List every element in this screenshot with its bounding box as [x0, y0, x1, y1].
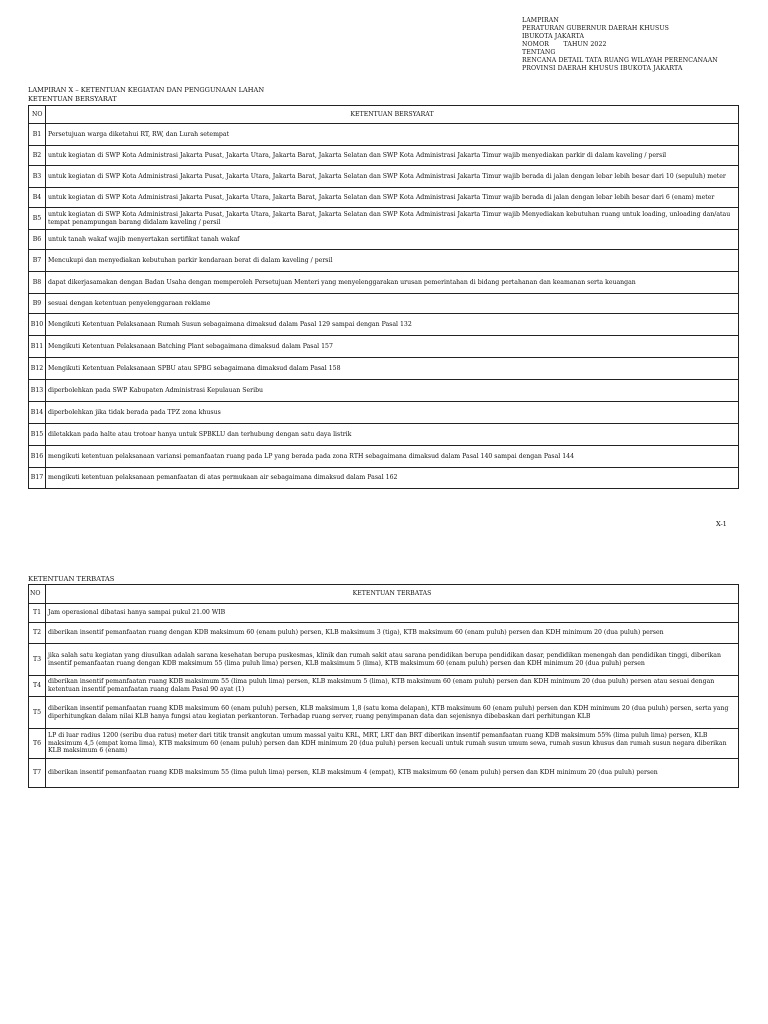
row-text: Mengikuti Ketentuan Pelaksanaan SPBU atau SPBG sebagaimana dimaksud dalam Pasal 158 — [46, 358, 739, 380]
row-number: B1 — [29, 124, 46, 146]
table-terbatas — [28, 584, 739, 788]
row-number: B10 — [29, 314, 46, 336]
row-number: B4 — [29, 188, 46, 208]
row-text: diberikan insentif pemanfaatan ruang KDB maksimum 60 (enam puluh) persen, KLB maksimum 1,8 (satu koma delapan), KTB maksimum 60 (enam puluh) persen dan KDH minimum 20 (dua puluh) persen, serta yang diperhitungkan dalam nilai KLB hanya fungsi atau kegiatan perkantoran. Terhadap ruang server, ruang penyimpanan data dan sejenisnya dibebaskan dari perhitungan KLB — [46, 697, 739, 729]
row-text: jika salah satu kegiatan yang diusulkan adalah sarana kesehatan berupa puskesmas, klinik dan rumah sakit atau sarana pendidikan berupa pendidikan dasar, pendidikan menengah dan pendidikan tinggi, diberikan insentif pemanfaatan ruang dengan KDB maksimum 55 (lima puluh lima) persen, KLB maksimum 5 (lima), KTB maksimum 60 (enam puluh) persen dan KDH minimum 20 (dua puluh) persen — [46, 644, 739, 676]
header-line: TENTANG — [522, 49, 556, 56]
row-number: B15 — [29, 424, 46, 446]
row-text: untuk kegiatan di SWP Kota Administrasi Jakarta Pusat, Jakarta Utara, Jakarta Barat, Jakarta Selatan dan SWP Kota Administrasi Jakarta Timur wajib berada di jalan dengan lebar lebih besar dari 6 (enam) meter — [46, 188, 739, 208]
row-text: diberikan insentif pemanfaatan ruang KDB maksimum 55 (lima puluh lima) persen, KLB maksimum 4 (empat), KTB maksimum 60 (enam puluh) persen dan KDH minimum 20 (dua puluh) persen — [46, 759, 739, 788]
page-number: X-1 — [716, 520, 727, 528]
row-text: diberikan insentif pemanfaatan ruang KDB maksimum 55 (lima puluh lima) persen, KLB maksimum 5 (lima), KTB maksimum 60 (enam puluh) persen dan KDH minimum 20 (dua puluh) persen atau sesuai dengan ketentuan insentif pemanfaatan ruang dalam Pasal 90 ayat (1) — [46, 676, 739, 697]
column-header-ketentuan: KETENTUAN TERBATAS — [46, 585, 739, 604]
table-row — [29, 697, 739, 729]
row-number: B9 — [29, 294, 46, 314]
table-row — [29, 208, 739, 230]
column-header-ketentuan: KETENTUAN BERSYARAT — [46, 106, 739, 124]
table-row — [29, 250, 739, 272]
table-row — [29, 446, 739, 468]
table-row — [29, 380, 739, 402]
row-number: T4 — [29, 676, 46, 697]
table-row — [29, 314, 739, 336]
table-row — [29, 402, 739, 424]
row-text: dapat dikerjasamakan dengan Badan Usaha dengan memperoleh Persetujuan Menteri yang menyelenggarakan urusan pemerintahan di bidang pertahanan dan keamanan serta keuangan — [46, 272, 739, 294]
header-line: IBUKOTA JAKARTA — [522, 33, 585, 40]
row-text: Mengikuti Ketentuan Pelaksanaan Rumah Susun sebagaimana dimaksud dalam Pasal 129 sampai dengan Pasal 132 — [46, 314, 739, 336]
header-line: NOMOR TAHUN 2022 — [522, 41, 607, 48]
row-number: B17 — [29, 468, 46, 489]
row-number: T2 — [29, 623, 46, 644]
header-line: RENCANA DETAIL TATA RUANG WILAYAH PERENCANAAN — [522, 57, 718, 64]
row-number: B6 — [29, 230, 46, 250]
table-row — [29, 146, 739, 166]
header-line: LAMPIRAN — [522, 17, 559, 24]
row-text: Mencukupi dan menyediakan kebutuhan parkir kendaraan berat di dalam kaveling / persil — [46, 250, 739, 272]
row-number: B14 — [29, 402, 46, 424]
section-title-terbatas: KETENTUAN TERBATAS — [28, 575, 115, 583]
row-text: Persetujuan warga diketahui RT, RW, dan Lurah setempat — [46, 124, 739, 146]
row-text: Mengikuti Ketentuan Pelaksanaan Batching Plant sebagaimana dimaksud dalam Pasal 157 — [46, 336, 739, 358]
row-number: B12 — [29, 358, 46, 380]
row-text: untuk kegiatan di SWP Kota Administrasi Jakarta Pusat, Jakarta Utara, Jakarta Barat, Jakarta Selatan dan SWP Kota Administrasi Jakarta Timur wajib Menyediakan kebutuhan ruang untuk loading, unloading dan/atau tempat penampungan barang didalam kaveling / persil — [46, 208, 739, 230]
row-number: B5 — [29, 208, 46, 230]
table-row — [29, 729, 739, 759]
table-row — [29, 623, 739, 644]
row-text: untuk kegiatan di SWP Kota Administrasi Jakarta Pusat, Jakarta Utara, Jakarta Barat, Jakarta Selatan dan SWP Kota Administrasi Jakarta Timur wajib berada di jalan dengan lebar lebih besar dari 10 (sepuluh) meter — [46, 166, 739, 188]
table-row — [29, 166, 739, 188]
row-text: diperbolehkan jika tidak berada pada TPZ zona khusus — [46, 402, 739, 424]
table-row — [29, 604, 739, 623]
row-text: sesuai dengan ketentuan penyelenggaraan reklame — [46, 294, 739, 314]
table-row — [29, 759, 739, 788]
row-text: mengikuti ketentuan pelaksanaan pemanfaatan di atas permukaan air sebagaimana dimaksud dalam Pasal 162 — [46, 468, 739, 489]
table-row — [29, 336, 739, 358]
row-text: diperbolehkan pada SWP Kabupaten Administrasi Kepulauan Seribu — [46, 380, 739, 402]
header-line: PROVINSI DAERAH KHUSUS IBUKOTA JAKARTA — [522, 65, 683, 72]
row-number: B7 — [29, 250, 46, 272]
table-row — [29, 124, 739, 146]
row-text: untuk tanah wakaf wajib menyertakan sertifikat tanah wakaf — [46, 230, 739, 250]
row-number: B16 — [29, 446, 46, 468]
row-number: T3 — [29, 644, 46, 676]
row-number: T5 — [29, 697, 46, 729]
table-row — [29, 644, 739, 676]
document-header — [522, 17, 718, 73]
row-number: B2 — [29, 146, 46, 166]
header-line: PERATURAN GUBERNUR DAERAH KHUSUS — [522, 25, 670, 32]
row-text: diletakkan pada halte atau trotoar hanya untuk SPBKLU dan terhubung dengan satu daya listrik — [46, 424, 739, 446]
table-row — [29, 424, 739, 446]
row-number: B13 — [29, 380, 46, 402]
column-header-no: NO — [29, 106, 46, 124]
table-row — [29, 468, 739, 489]
table-row — [29, 272, 739, 294]
table-row — [29, 188, 739, 208]
row-text: LP di luar radius 1200 (seribu dua ratus) meter dari titik transit angkutan umum massal yaitu KRL, MRT, LRT dan BRT diberikan insentif pemanfaatan ruang KDB maksimum 55% (lima puluh lima) persen, KLB maksimum 4,5 (empat koma lima), KTB maksimum 60 (enam puluh) persen dan KDH minimum 20 (dua puluh) persen kecuali untuk rumah susun umum sewa, rumah susun khusus dan rumah susun negara diberikan KLB maksimum 6 (enam) — [46, 729, 739, 759]
table-bersyarat — [28, 105, 739, 489]
row-number: B3 — [29, 166, 46, 188]
table-row — [29, 230, 739, 250]
section-title-bersyarat: KETENTUAN BERSYARAT — [28, 95, 117, 103]
row-number: T1 — [29, 604, 46, 623]
row-number: T7 — [29, 759, 46, 788]
column-header-no: NO — [29, 585, 46, 604]
table-row — [29, 358, 739, 380]
table-row — [29, 294, 739, 314]
lampiran-title: LAMPIRAN X – KETENTUAN KEGIATAN DAN PENGGUNAAN LAHAN — [28, 86, 265, 94]
row-text: diberikan insentif pemanfaatan ruang dengan KDB maksimum 60 (enam puluh) persen, KLB maksimum 3 (tiga), KTB maksimum 60 (enam puluh) persen dan KDH minimum 20 (dua puluh) persen — [46, 623, 739, 644]
row-number: B8 — [29, 272, 46, 294]
row-text: Jam operasional dibatasi hanya sampai pukul 21.00 WIB — [46, 604, 739, 623]
table-row — [29, 676, 739, 697]
row-text: mengikuti ketentuan pelaksanaan variansi pemanfaatan ruang pada LP yang berada pada zona RTH sebagaimana dimaksud dalam Pasal 140 sampai dengan Pasal 144 — [46, 446, 739, 468]
row-text: untuk kegiatan di SWP Kota Administrasi Jakarta Pusat, Jakarta Utara, Jakarta Barat, Jakarta Selatan dan SWP Kota Administrasi Jakarta Timur wajib menyediakan parkir di dalam kaveling / persil — [46, 146, 739, 166]
row-number: T6 — [29, 729, 46, 759]
lampiran-heading — [28, 86, 264, 104]
row-number: B11 — [29, 336, 46, 358]
